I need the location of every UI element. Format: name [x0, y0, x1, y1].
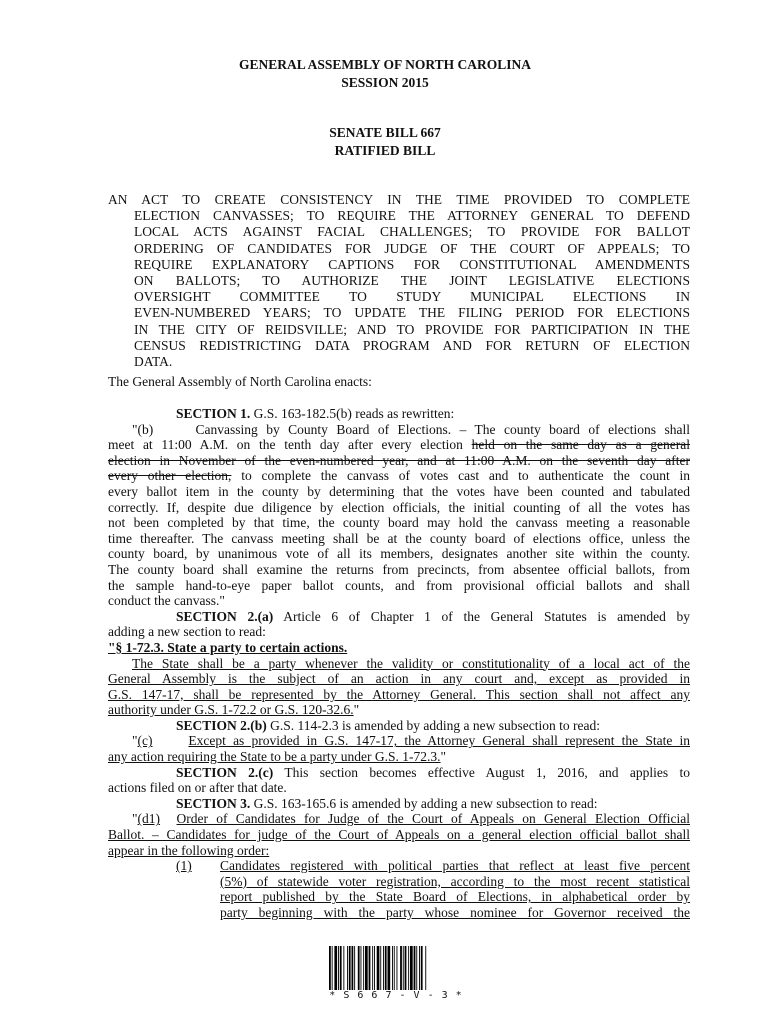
inserted-text: (5%) of statewide voter registration, according to the most recent statistical: [220, 873, 690, 889]
bill-header: [0, 124, 770, 160]
document-header: [0, 56, 770, 92]
section-1-line: The county board shall examine the returns from precincts, from absentee official ballots, from: [108, 561, 690, 577]
title-line: ELECTION CANVASSES; TO REQUIRE THE ATTORNEY GENERAL TO DEFEND: [134, 208, 690, 224]
deleted-text: every other election,: [108, 468, 232, 484]
inserted-text: appear in the following order:: [108, 842, 270, 858]
section-2a-heading: SECTION 2.(a): [176, 608, 274, 624]
section-3-intro: SECTION 3. G.S. 163-165.6 is amended by adding a new subsection to read:: [176, 795, 598, 811]
title-line: DATA.: [134, 353, 173, 369]
title-line: CENSUS REDISTRICTING DATA PROGRAM AND FOR RETURN OF ELECTION: [134, 337, 690, 353]
enacting-clause: The General Assembly of North Carolina enacts:: [108, 374, 372, 389]
list-item-number: (1): [176, 858, 192, 874]
section-1-line: conduct the canvass.": [108, 593, 225, 609]
title-line: AN ACT TO CREATE CONSISTENCY IN THE TIME PROVIDED TO COMPLETE: [108, 192, 690, 207]
bill-body: [108, 406, 690, 921]
inserted-text: Order of Candidates for Judge of the Court of Appeals on General Election Official: [176, 811, 690, 827]
section-3-subsection-line: "(d1) Order of Candidates for Judge of the Court of Appeals on General Election Official: [132, 811, 690, 827]
deleted-text: election in November of the even-numbered year, and at 11:00 A.M. on the seventh day after: [108, 452, 690, 468]
section-1-line: not been completed by that time, the county board may hold the canvass meeting a reasonable: [108, 515, 690, 531]
title-line: REQUIRE EXPLANATORY CAPTIONS FOR CONSTITUTIONAL AMENDMENTS: [134, 256, 690, 272]
inserted-text: Ballot. – Candidates for judge of the Court of Appeals on a general election official ballot shall: [108, 827, 690, 843]
section-1-subsection-line: "(b) Canvassing by County Board of Elections. – The county board of elections shall: [132, 421, 690, 437]
list-item: [108, 858, 690, 920]
section-2a-line: adding a new section to read:: [108, 624, 266, 640]
section-1-line: [108, 453, 690, 469]
inserted-text: any action requiring the State to be a party under G.S. 1-72.3.: [108, 749, 441, 765]
title-line: IN THE CITY OF REIDSVILLE; AND TO PROVIDE FOR PARTICIPATION IN THE: [134, 321, 690, 337]
inserted-text: party beginning with the party whose nominee for Governor received the: [220, 905, 690, 920]
section-catchline: "§ 1-72.3. State a party to certain actions.: [108, 639, 348, 655]
section-1-heading: SECTION 1.: [176, 406, 251, 421]
section-1-line: the sample hand-to-eye paper ballot counts, and from provisional official ballots and shall: [108, 577, 690, 593]
inserted-text: Except as provided in G.S. 147-17, the Attorney General shall represent the State in: [188, 733, 690, 749]
inserted-text: General Assembly is the subject of an action in any court and, except as provided in: [108, 671, 690, 687]
section-3-heading: SECTION 3.: [176, 795, 251, 811]
title-line: LOCAL ACTS AGAINST FACIAL CHALLENGES; TO PROVIDE FOR BALLOT: [134, 224, 690, 240]
inserted-text: report published by the State Board of Elections, in alphabetical order by: [220, 889, 690, 905]
section-1-intro: SECTION 1. G.S. 163-182.5(b) reads as rewritten:: [176, 406, 455, 421]
session-label: SESSION 2015: [341, 75, 429, 90]
section-1-line: correctly. If, despite due diligence by election officials, the initial counting of all the votes has: [108, 499, 690, 515]
title-line: EVEN-NUMBERED YEARS; TO UPDATE THE FILING PERIOD FOR ELECTIONS: [134, 305, 690, 321]
barcode-label: * S 6 6 7 - V - 3 *: [329, 990, 463, 1001]
section-2b-line: any action requiring the State to be a party under G.S. 1-72.3.": [108, 749, 447, 765]
barcode-icon: [327, 946, 465, 990]
section-2c-line: actions filed on or after that date.: [108, 780, 287, 796]
bill-status: RATIFIED BILL: [334, 143, 436, 158]
section-1-line: county board, by unanimous vote of all its members, designates another site within the county.: [108, 546, 690, 562]
section-2c-heading: SECTION 2.(c): [176, 764, 274, 780]
section-2b-intro: SECTION 2.(b) G.S. 114-2.3 is amended by adding a new subsection to read:: [176, 717, 600, 733]
title-line: ON BALLOTS; TO AUTHORIZE THE JOINT LEGISLATIVE ELECTIONS: [134, 272, 690, 288]
list-item-text: [220, 858, 690, 920]
title-line: OVERSIGHT COMMITTEE TO STUDY MUNICIPAL ELECTIONS IN: [134, 289, 690, 305]
section-2a-intro: SECTION 2.(a) Article 6 of Chapter 1 of the General Statutes is amended by: [176, 608, 690, 624]
inserted-text: The State shall be a party whenever the validity or constitutionality of a local act of the: [132, 655, 690, 671]
inserted-text: G.S. 147-17, shall be represented by the Attorney General. This section shall not affect any: [108, 686, 690, 702]
section-1-line: every ballot item in the county by determining that the votes have been counted and tabulated: [108, 483, 690, 499]
bill-number: SENATE BILL 667: [329, 125, 441, 140]
deleted-text: held on the same day as a general: [471, 437, 690, 453]
section-2b-subsection-line: "(c) Except as provided in G.S. 147-17, the Attorney General shall represent the State in: [132, 733, 690, 749]
section-1-line: time thereafter. The canvass meeting shall be at the county board of elections office, unless the: [108, 530, 690, 546]
section-1-text: [108, 484, 690, 593]
title-line: ORDERING OF CANDIDATES FOR JUDGE OF THE COURT OF APPEALS; TO: [134, 240, 690, 256]
section-1-line: meet at 11:00 A.M. on the tenth day after every election held on the same day as a general: [108, 437, 690, 453]
inserted-text: Candidates registered with political parties that reflect at least five percent: [220, 858, 690, 874]
inserted-text: authority under G.S. 1-72.2 or G.S. 120-32.6.: [108, 702, 354, 718]
act-title: [108, 192, 690, 370]
section-2a-line: authority under G.S. 1-72.2 or G.S. 120-32.6.": [108, 702, 360, 718]
section-2b-heading: SECTION 2.(b): [176, 717, 267, 733]
section-1-line: every other election, to complete the canvass of votes cast and to authenticate the count in: [108, 468, 690, 484]
section-2c-intro: SECTION 2.(c) This section becomes effective August 1, 2016, and applies to: [176, 764, 690, 780]
assembly-name: GENERAL ASSEMBLY OF NORTH CAROLINA: [238, 57, 532, 72]
